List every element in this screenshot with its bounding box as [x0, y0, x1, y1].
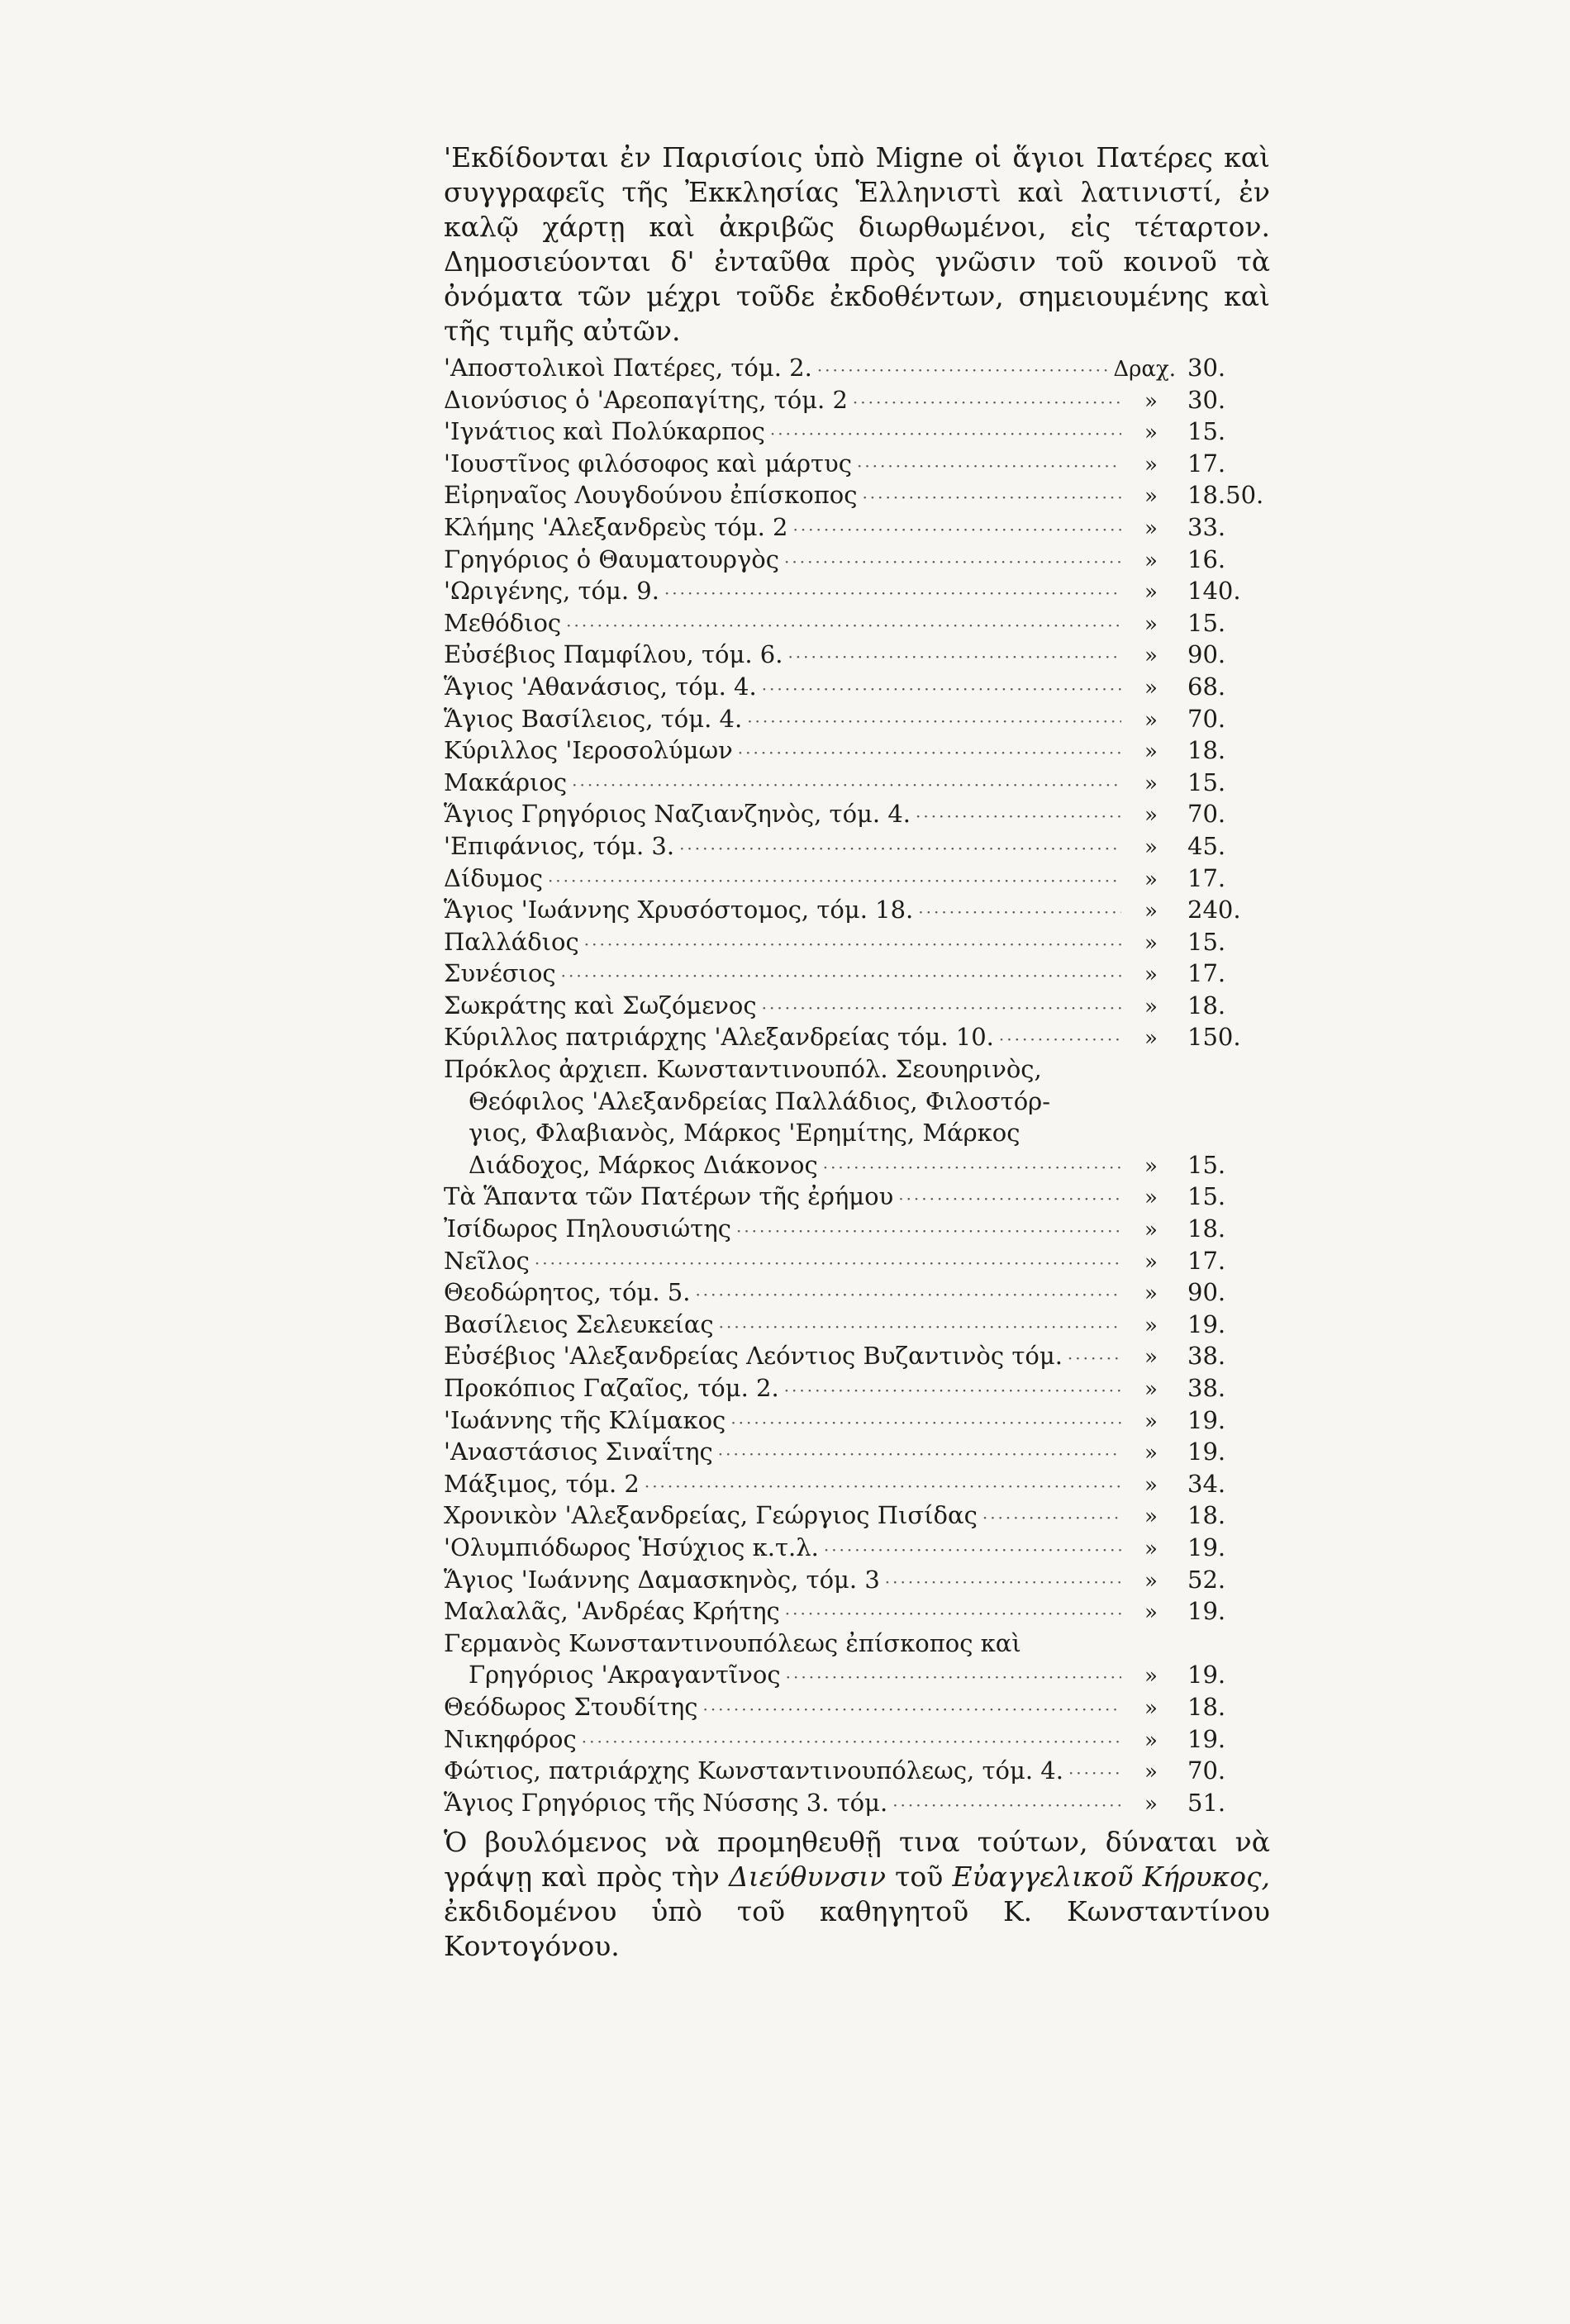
list-item [444, 830, 1270, 863]
entry-price: 51. [1187, 1788, 1226, 1817]
entry-title: Βασίλειος Σελευκείας [444, 1309, 714, 1338]
ditto-mark: » [1144, 1472, 1158, 1498]
entry-title: Κλήμης 'Αλεξανδρεὺς τόμ. 2 [444, 512, 788, 541]
entry-price: 19. [1187, 1724, 1226, 1753]
list-item [444, 958, 1270, 990]
entry-title: Θεόφιλος 'Αλεξανδρείας Παλλάδιος, Φιλοστόρ- [469, 1086, 1051, 1115]
entry-title: 'Αναστάσιος Σιναΐτης [444, 1438, 713, 1466]
entry-title: Γρηγόριος ὁ Θαυματουργὸς [444, 544, 779, 573]
entry-title: Κύριλλος πατριάρχης 'Αλεξανδρείας τόμ. 10. [444, 1023, 994, 1052]
dot-leader [1068, 1757, 1121, 1789]
list-item [444, 544, 1270, 576]
dot-leader [823, 1152, 1121, 1184]
ditto-mark: » [1144, 1026, 1158, 1052]
dot-leader [784, 1375, 1121, 1407]
entry-title: γιος, Φλαβιανὸς, Μάρκος 'Ερημίτης, Μάρκος [469, 1119, 1020, 1148]
entry-price: 15. [1187, 768, 1226, 796]
dot-leader [738, 737, 1121, 769]
entry-title: Σωκράτης καὶ Σωζόμενος [444, 991, 757, 1019]
dot-leader [817, 354, 1109, 387]
ditto-mark: » [1144, 1186, 1158, 1211]
entry-title: Θεόδωρος Στουδίτης [444, 1692, 698, 1721]
list-item [444, 1276, 1270, 1309]
entry-price: 33. [1187, 512, 1226, 541]
dot-leader [719, 1311, 1121, 1343]
entry-title: Φώτιος, πατριάρχης Κωνσταντινουπόλεως, τόμ. 4. [444, 1756, 1063, 1785]
entry-title: Μακάριος [444, 768, 568, 796]
dot-leader [584, 929, 1121, 961]
list-item [444, 1213, 1270, 1245]
list-item [444, 798, 1270, 830]
entry-price: 18. [1187, 736, 1226, 765]
entry-price: 70. [1187, 1756, 1226, 1785]
entry-title: Διονύσιος ὁ 'Αρεοπαγίτης, τόμ. 2 [444, 385, 848, 414]
list-item [444, 1755, 1270, 1787]
dot-leader [695, 1279, 1121, 1311]
entry-price: 45. [1187, 831, 1226, 860]
ditto-mark: » [1144, 707, 1158, 733]
entry-price: 240. [1187, 896, 1241, 924]
ditto-mark: » [1144, 1536, 1158, 1561]
ditto-mark: » [1144, 1791, 1158, 1817]
entry-title: Μαλαλᾶς, 'Ανδρέας Κρήτης [444, 1597, 780, 1626]
list-item [444, 767, 1270, 799]
list-item [444, 1053, 1270, 1086]
list-item [444, 607, 1270, 639]
ditto-mark: » [1144, 1377, 1158, 1402]
dot-leader [1068, 1343, 1121, 1375]
price-list [444, 352, 1270, 1818]
dot-leader [535, 1248, 1121, 1280]
list-item [444, 1372, 1270, 1404]
entry-price: 15. [1187, 1182, 1226, 1211]
dot-leader [747, 706, 1121, 738]
entry-price: 19. [1187, 1661, 1226, 1690]
ditto-mark: » [1144, 1409, 1158, 1434]
entry-price: 70. [1187, 704, 1226, 733]
entry-title: Εὐσέβιος Παμφίλου, τόμ. 6. [444, 640, 783, 669]
list-item [444, 1086, 1270, 1118]
list-item [444, 384, 1270, 416]
entry-price: 17. [1187, 863, 1226, 892]
list-item [444, 926, 1270, 958]
ditto-mark: » [1144, 548, 1158, 573]
dot-leader [762, 673, 1121, 706]
entry-price: 18. [1187, 1692, 1226, 1721]
entry-title: Συνέσιος [444, 959, 556, 988]
list-item [444, 1021, 1270, 1053]
text-column [444, 140, 1270, 1964]
list-item [444, 1340, 1270, 1372]
entry-price: 18. [1187, 1214, 1226, 1243]
ditto-mark: » [1144, 994, 1158, 1019]
entry-price: 19. [1187, 1597, 1226, 1626]
entry-title: Ἅγιος 'Ιωάννης Χρυσόστομος, τόμ. 18. [444, 896, 914, 924]
ditto-mark: » [1144, 516, 1158, 541]
list-item [444, 1628, 1270, 1660]
dot-leader [736, 1215, 1121, 1248]
dot-leader [730, 1407, 1121, 1439]
dot-leader [892, 1789, 1121, 1822]
ditto-mark: » [1144, 1695, 1158, 1721]
entry-price: 38. [1187, 1342, 1226, 1371]
entry-price: 18.50. [1187, 481, 1264, 510]
ditto-mark: » [1144, 834, 1158, 860]
list-item [444, 990, 1270, 1022]
ditto-mark: » [1144, 1281, 1158, 1307]
entry-title: Πρόκλος ἀρχιεπ. Κωνσταντινουπόλ. Σεουηρινὸς, [444, 1055, 1042, 1084]
dot-leader [857, 450, 1121, 482]
closing-text-1: Ὁ βουλόμενος νὰ προμηθευθῇ τινα τούτων, δύναται νὰ γράψῃ καὶ πρὸς τὴν [444, 1826, 1270, 1894]
ditto-mark: » [1144, 771, 1158, 796]
entry-price: 15. [1187, 927, 1226, 956]
dot-leader [645, 1471, 1121, 1503]
list-item [444, 671, 1270, 703]
entry-price: 18. [1187, 1501, 1226, 1530]
dot-leader [702, 1694, 1121, 1726]
entry-price: 15. [1187, 608, 1226, 637]
dot-leader [770, 418, 1121, 450]
entry-price: 19. [1187, 1405, 1226, 1434]
closing-italic-1: Διεύθυνσιν [728, 1861, 887, 1894]
entry-title: 'Ιουστῖνος φιλόσοφος καὶ μάρτυς [444, 449, 852, 478]
ditto-mark: » [1144, 1249, 1158, 1275]
dot-leader [853, 387, 1121, 419]
entry-title: Εἰρηναῖος Λουγδούνου ἐπίσκοπος [444, 481, 858, 510]
entry-title: Χρονικὸν 'Αλεξανδρείας, Γεώργιος Πισίδας [444, 1501, 978, 1530]
ditto-mark: » [1144, 1664, 1158, 1690]
entry-price: 30. [1187, 385, 1226, 414]
list-item [444, 1309, 1270, 1341]
entry-title: 'Ωριγένης, τόμ. 9. [444, 577, 659, 606]
ditto-mark: » [1144, 580, 1158, 606]
entry-price: 52. [1187, 1565, 1226, 1594]
entry-title: Γερμανὸς Κωνσταντινουπόλεως ἐπίσκοπος καὶ [444, 1628, 1021, 1657]
list-item [444, 1691, 1270, 1723]
entry-title: Εὐσέβιος 'Αλεξανδρείας Λεόντιος Βυζαντινὸς τόμ. [444, 1342, 1063, 1371]
list-item [444, 1723, 1270, 1756]
entry-price: 30. [1187, 354, 1226, 382]
dot-leader [679, 833, 1121, 865]
entry-title: Μάξιμος, τόμ. 2 [444, 1469, 640, 1498]
entry-title: Κύριλλος 'Ιεροσολύμων [444, 736, 733, 765]
list-item [444, 1564, 1270, 1596]
entry-title: Παλλάδιος [444, 927, 579, 956]
ditto-mark: Δραχ. [1113, 357, 1176, 382]
list-item [444, 1436, 1270, 1468]
entry-title: 'Αποστολικοὶ Πατέρες, τόμ. 2. [444, 354, 812, 382]
list-item [444, 703, 1270, 735]
dot-leader [898, 1183, 1121, 1215]
entry-price: 17. [1187, 1246, 1226, 1275]
entry-title: Προκόπιος Γαζαῖος, τόμ. 2. [444, 1374, 779, 1402]
entry-price: 19. [1187, 1438, 1226, 1466]
dot-leader [786, 1661, 1121, 1694]
entry-price: 150. [1187, 1023, 1241, 1052]
entry-price: 18. [1187, 991, 1226, 1019]
dot-leader [566, 610, 1121, 642]
ditto-mark: » [1144, 1504, 1158, 1530]
dot-leader [885, 1566, 1121, 1599]
ditto-mark: » [1144, 1728, 1158, 1753]
ditto-mark: » [1144, 1600, 1158, 1626]
entry-price: 19. [1187, 1533, 1226, 1561]
dot-leader [916, 801, 1121, 833]
list-item [444, 479, 1270, 511]
closing-paragraph [444, 1825, 1270, 1964]
dot-leader [664, 577, 1121, 610]
list-item [444, 1117, 1270, 1149]
list-item [444, 511, 1270, 544]
entry-title: 'Ιγνάτιος καὶ Πολύκαρπος [444, 417, 765, 446]
list-item [444, 1245, 1270, 1277]
dot-leader [824, 1534, 1121, 1566]
ditto-mark: » [1144, 644, 1158, 669]
list-item [444, 1404, 1270, 1437]
entry-title: Θεοδώρητος, τόμ. 5. [444, 1278, 691, 1307]
list-item [444, 448, 1270, 480]
ditto-mark: » [1144, 452, 1158, 478]
closing-text-2: τοῦ [886, 1861, 953, 1894]
entry-title: Ἅγιος 'Ιωάννης Δαμασκηνὸς, τόμ. 3 [444, 1565, 880, 1594]
entry-title: Γρηγόριος 'Ακραγαντῖνος [469, 1661, 781, 1690]
dot-leader [982, 1502, 1121, 1534]
entry-title: 'Ιωάννης τῆς Κλίμακος [444, 1405, 726, 1434]
entry-price: 16. [1187, 544, 1226, 573]
entry-title: Μεθόδιος [444, 608, 562, 637]
entry-price: 19. [1187, 1309, 1226, 1338]
entry-price: 70. [1187, 800, 1226, 829]
closing-text-3: ἐκδιδομένου ὑπὸ τοῦ καθηγητοῦ Κ. Κωνσταντίνου Κοντογόνου. [444, 1895, 1270, 1963]
entry-title: Ἰσίδωρος Πηλουσιώτης [444, 1214, 731, 1243]
entry-price: 90. [1187, 640, 1226, 669]
list-item [444, 1787, 1270, 1819]
entry-title: Δίδυμος [444, 863, 543, 892]
entry-title: Διάδοχος, Μάρκος Διάκονος [469, 1150, 818, 1179]
list-item [444, 1181, 1270, 1213]
ditto-mark: » [1144, 1441, 1158, 1466]
list-item [444, 639, 1270, 671]
entry-price: 17. [1187, 959, 1226, 988]
entry-price: 34. [1187, 1469, 1226, 1498]
list-item [444, 1499, 1270, 1532]
entry-price: 38. [1187, 1374, 1226, 1402]
ditto-mark: » [1144, 1345, 1158, 1371]
ditto-mark: » [1144, 1568, 1158, 1594]
dot-leader [762, 992, 1121, 1024]
ditto-mark: » [1144, 899, 1158, 924]
list-item [444, 1595, 1270, 1628]
entry-title: Ἅγιος Γρηγόριος Ναζιανζηνὸς, τόμ. 4. [444, 800, 911, 829]
dot-leader [787, 641, 1121, 673]
list-item [444, 863, 1270, 895]
entry-title: Τὰ Ἅπαντα τῶν Πατέρων τῆς ἐρήμου [444, 1182, 894, 1211]
entry-title: Ἅγιος 'Αθανάσιος, τόμ. 4. [444, 672, 757, 701]
entry-price: 140. [1187, 577, 1241, 606]
ditto-mark: » [1144, 1313, 1158, 1338]
ditto-mark: » [1144, 867, 1158, 892]
ditto-mark: » [1144, 739, 1158, 765]
ditto-mark: » [1144, 1153, 1158, 1179]
dot-leader [548, 865, 1121, 897]
list-item [444, 734, 1270, 767]
entry-price: 15. [1187, 1150, 1226, 1179]
dot-leader [918, 896, 1121, 929]
list-item [444, 1468, 1270, 1500]
ditto-mark: » [1144, 930, 1158, 956]
entry-title: Νικηφόρος [444, 1724, 577, 1753]
list-item [444, 894, 1270, 926]
ditto-mark: » [1144, 803, 1158, 829]
ditto-mark: » [1144, 484, 1158, 510]
entry-price: 17. [1187, 449, 1226, 478]
ditto-mark: » [1144, 388, 1158, 414]
entry-title: 'Ολυμπιόδωρος Ἡσύχιος κ.τ.λ. [444, 1533, 819, 1561]
dot-leader [572, 769, 1121, 801]
entry-title: Ἅγιος Γρηγόριος τῆς Νύσσης 3. τόμ. [444, 1788, 888, 1817]
ditto-mark: » [1144, 962, 1158, 988]
entry-price: 90. [1187, 1278, 1226, 1307]
intro-paragraph: 'Εκδίδονται ἐν Παρισίοις ὑπὸ Migne οἱ ἅγιοι Πατέρες καὶ συγγραφεῖς τῆς Ἐκκλησίας Ἑλληνιστὶ καὶ λατινιστί, ἐν καλῷ χάρτῃ καὶ ἀκριβῶς διωρθωμένοι, εἰς τέταρτον. Δημοσιεύονται δ' ἐνταῦθα πρὸς γνῶσιν τοῦ κοινοῦ τὰ ὀνόματα τῶν μέχρι τοῦδε ἐκδοθέντων, σημειουμένης καὶ τῆς τιμῆς αὐτῶν. [444, 141, 1270, 347]
ditto-mark: » [1144, 675, 1158, 701]
ditto-mark: » [1144, 611, 1158, 637]
dot-leader [582, 1726, 1121, 1758]
dot-leader [792, 514, 1121, 546]
entry-price: 68. [1187, 672, 1226, 701]
list-item [444, 1659, 1270, 1691]
list-item [444, 1149, 1270, 1181]
dot-leader [561, 960, 1121, 992]
ditto-mark: » [1144, 1218, 1158, 1243]
list-item [444, 416, 1270, 448]
dot-leader [785, 1598, 1121, 1630]
dot-leader [862, 482, 1121, 514]
entry-title: Ἅγιος Βασίλειος, τόμ. 4. [444, 704, 743, 733]
dot-leader [784, 546, 1121, 578]
list-item [444, 575, 1270, 607]
closing-italic-2: Εὐαγγελικοῦ Κήρυκος, [952, 1861, 1270, 1894]
ditto-mark: » [1144, 421, 1158, 446]
entry-title: 'Επιφάνιος, τόμ. 3. [444, 831, 675, 860]
entry-title: Νεῖλος [444, 1246, 530, 1275]
dot-leader [999, 1024, 1121, 1056]
dot-leader [718, 1438, 1121, 1471]
list-item [444, 352, 1270, 384]
entry-price: 15. [1187, 417, 1226, 446]
ditto-mark: » [1144, 1760, 1158, 1785]
list-item [444, 1532, 1270, 1564]
